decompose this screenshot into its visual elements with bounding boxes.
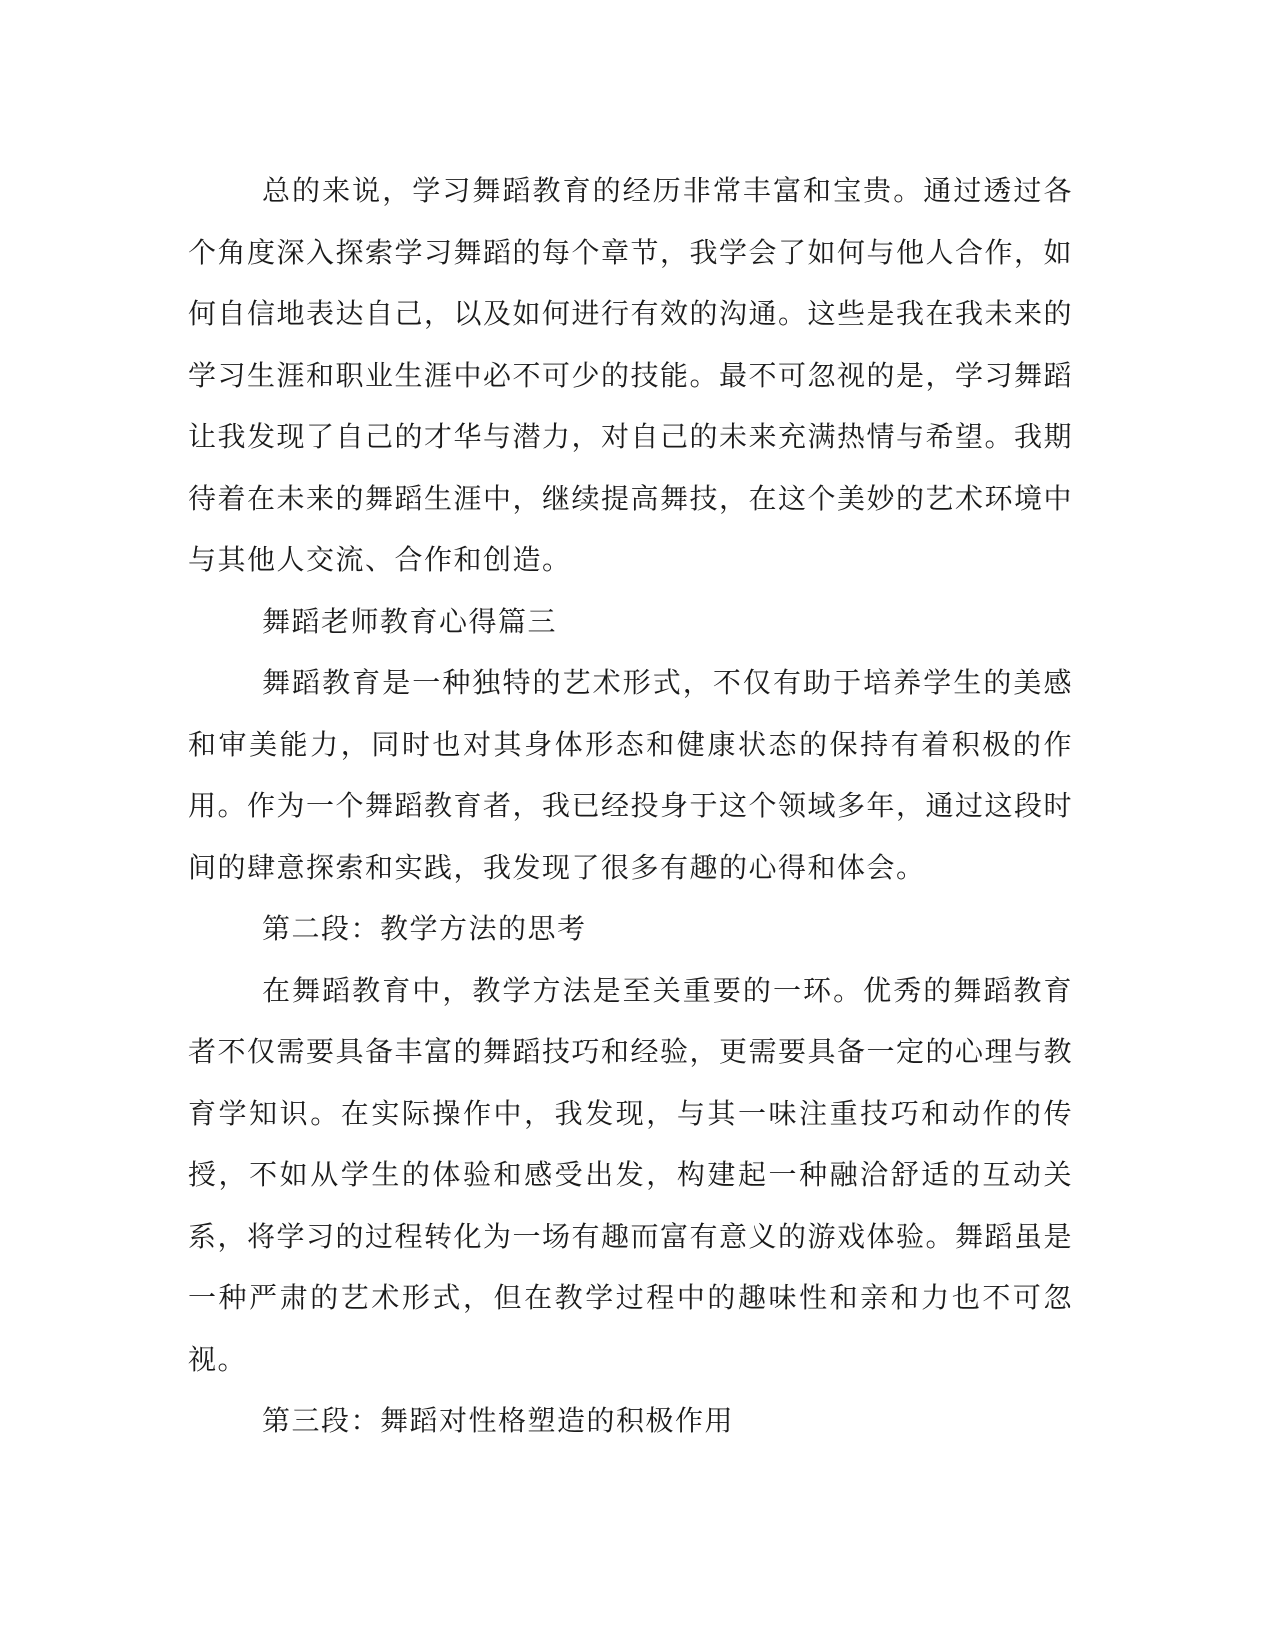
paragraph-summary: 总的来说，学习舞蹈教育的经历非常丰富和宝贵。通过透过各个角度深入探索学习舞蹈的每个章节，我学会了如何与他人合作，如何自信地表达自己，以及如何进行有效的沟通。这些是我在我未来的学习生涯和职业生涯中必不可少的技能。最不可忽视的是，学习舞蹈让我发现了自己的才华与潜力，对自己的未来充满热情与希望。我期待着在未来的舞蹈生涯中，继续提高舞技，在这个美妙的艺术环境中与其他人交流、合作和创造。 [188,174,1074,576]
document-body [188,160,1073,1452]
section-heading-teaching-methods: 第二段：教学方法的思考 [262,912,587,945]
paragraph-intro: 舞蹈教育是一种独特的艺术形式，不仅有助于培养学生的美感和审美能力，同时也对其身体形态和健康状态的保持有着积极的作用。作为一个舞蹈教育者，我已经投身于这个领域多年，通过这段时间的肆意探索和实践，我发现了很多有趣的心得和体会。 [188,666,1074,884]
section-heading-part-three: 舞蹈老师教育心得篇三 [262,604,558,638]
section-heading-character-shaping: 第三段：舞蹈对性格塑造的积极作用 [262,1404,735,1437]
paragraph-teaching-methods: 在舞蹈教育中，教学方法是至关重要的一环。优秀的舞蹈教育者不仅需要具备丰富的舞蹈技巧和经验，更需要具备一定的心理与教育学知识。在实际操作中，我发现，与其一味注重技巧和动作的传授，不如从学生的体验和感受出发，构建起一种融洽舒适的互动关系，将学习的过程转化为一场有趣而富有意义的游戏体验。舞蹈虽是一种严肃的艺术形式，但在教学过程中的趣味性和亲和力也不可忽视。 [188,973,1074,1376]
